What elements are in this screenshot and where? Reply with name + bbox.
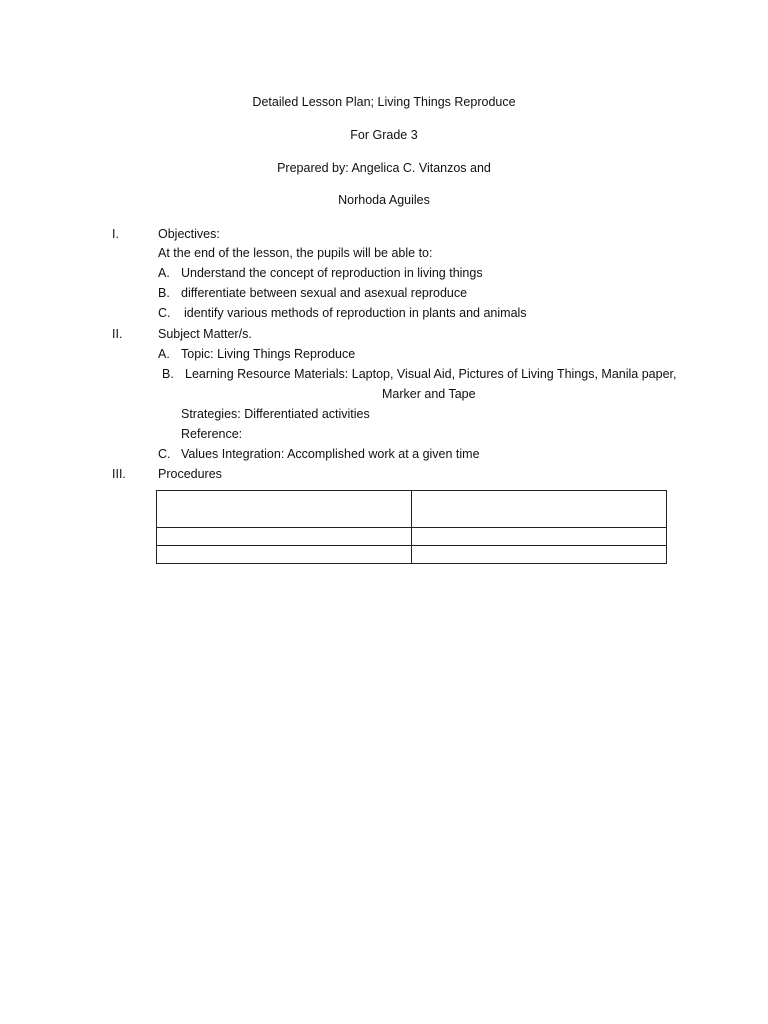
subject-matter-heading: Subject Matter/s.	[158, 327, 252, 341]
procedures-table	[156, 490, 667, 564]
table-cell	[412, 491, 667, 528]
values-text: Values Integration: Accomplished work at a given time	[181, 447, 480, 461]
reference-text: Reference:	[181, 427, 243, 441]
section-numeral-subject-matter: II.	[112, 327, 123, 341]
table-cell	[412, 528, 667, 546]
objective-marker: C.	[158, 306, 171, 320]
objective-text: identify various methods of reproduction in plants and animals	[184, 306, 527, 320]
values-marker: C.	[158, 447, 171, 461]
materials-marker: B.	[162, 367, 174, 381]
table-row	[157, 528, 667, 546]
objectives-heading: Objectives:	[158, 227, 220, 241]
topic-marker: A.	[158, 347, 170, 361]
prepared-by: Prepared by: Angelica C. Vitanzos and	[277, 161, 491, 175]
objective-text: differentiate between sexual and asexual reproduce	[181, 286, 468, 300]
objective-text: Understand the concept of reproduction in living things	[181, 266, 483, 280]
coauthor: Norhoda Aguiles	[338, 193, 430, 207]
materials-text: Learning Resource Materials: Laptop, Visual Aid, Pictures of Living Things, Manila paper,	[185, 367, 677, 381]
table-row	[157, 491, 667, 528]
table-cell	[412, 546, 667, 564]
section-numeral-objectives: I.	[112, 227, 119, 241]
materials-continuation: Marker and Tape	[382, 387, 476, 401]
objective-marker: B.	[158, 286, 170, 300]
table-cell	[157, 528, 412, 546]
table-cell	[157, 546, 412, 564]
topic-text: Topic: Living Things Reproduce	[181, 347, 356, 361]
section-numeral-procedures: III.	[112, 467, 126, 481]
grade-level: For Grade 3	[350, 128, 418, 142]
document-title: Detailed Lesson Plan; Living Things Reproduce	[252, 95, 516, 109]
table-cell	[157, 491, 412, 528]
procedures-heading: Procedures	[158, 467, 222, 481]
objectives-intro: At the end of the lesson, the pupils will be able to:	[158, 246, 433, 260]
strategies-text: Strategies: Differentiated activities	[181, 407, 370, 421]
objective-marker: A.	[158, 266, 170, 280]
table-row	[157, 546, 667, 564]
